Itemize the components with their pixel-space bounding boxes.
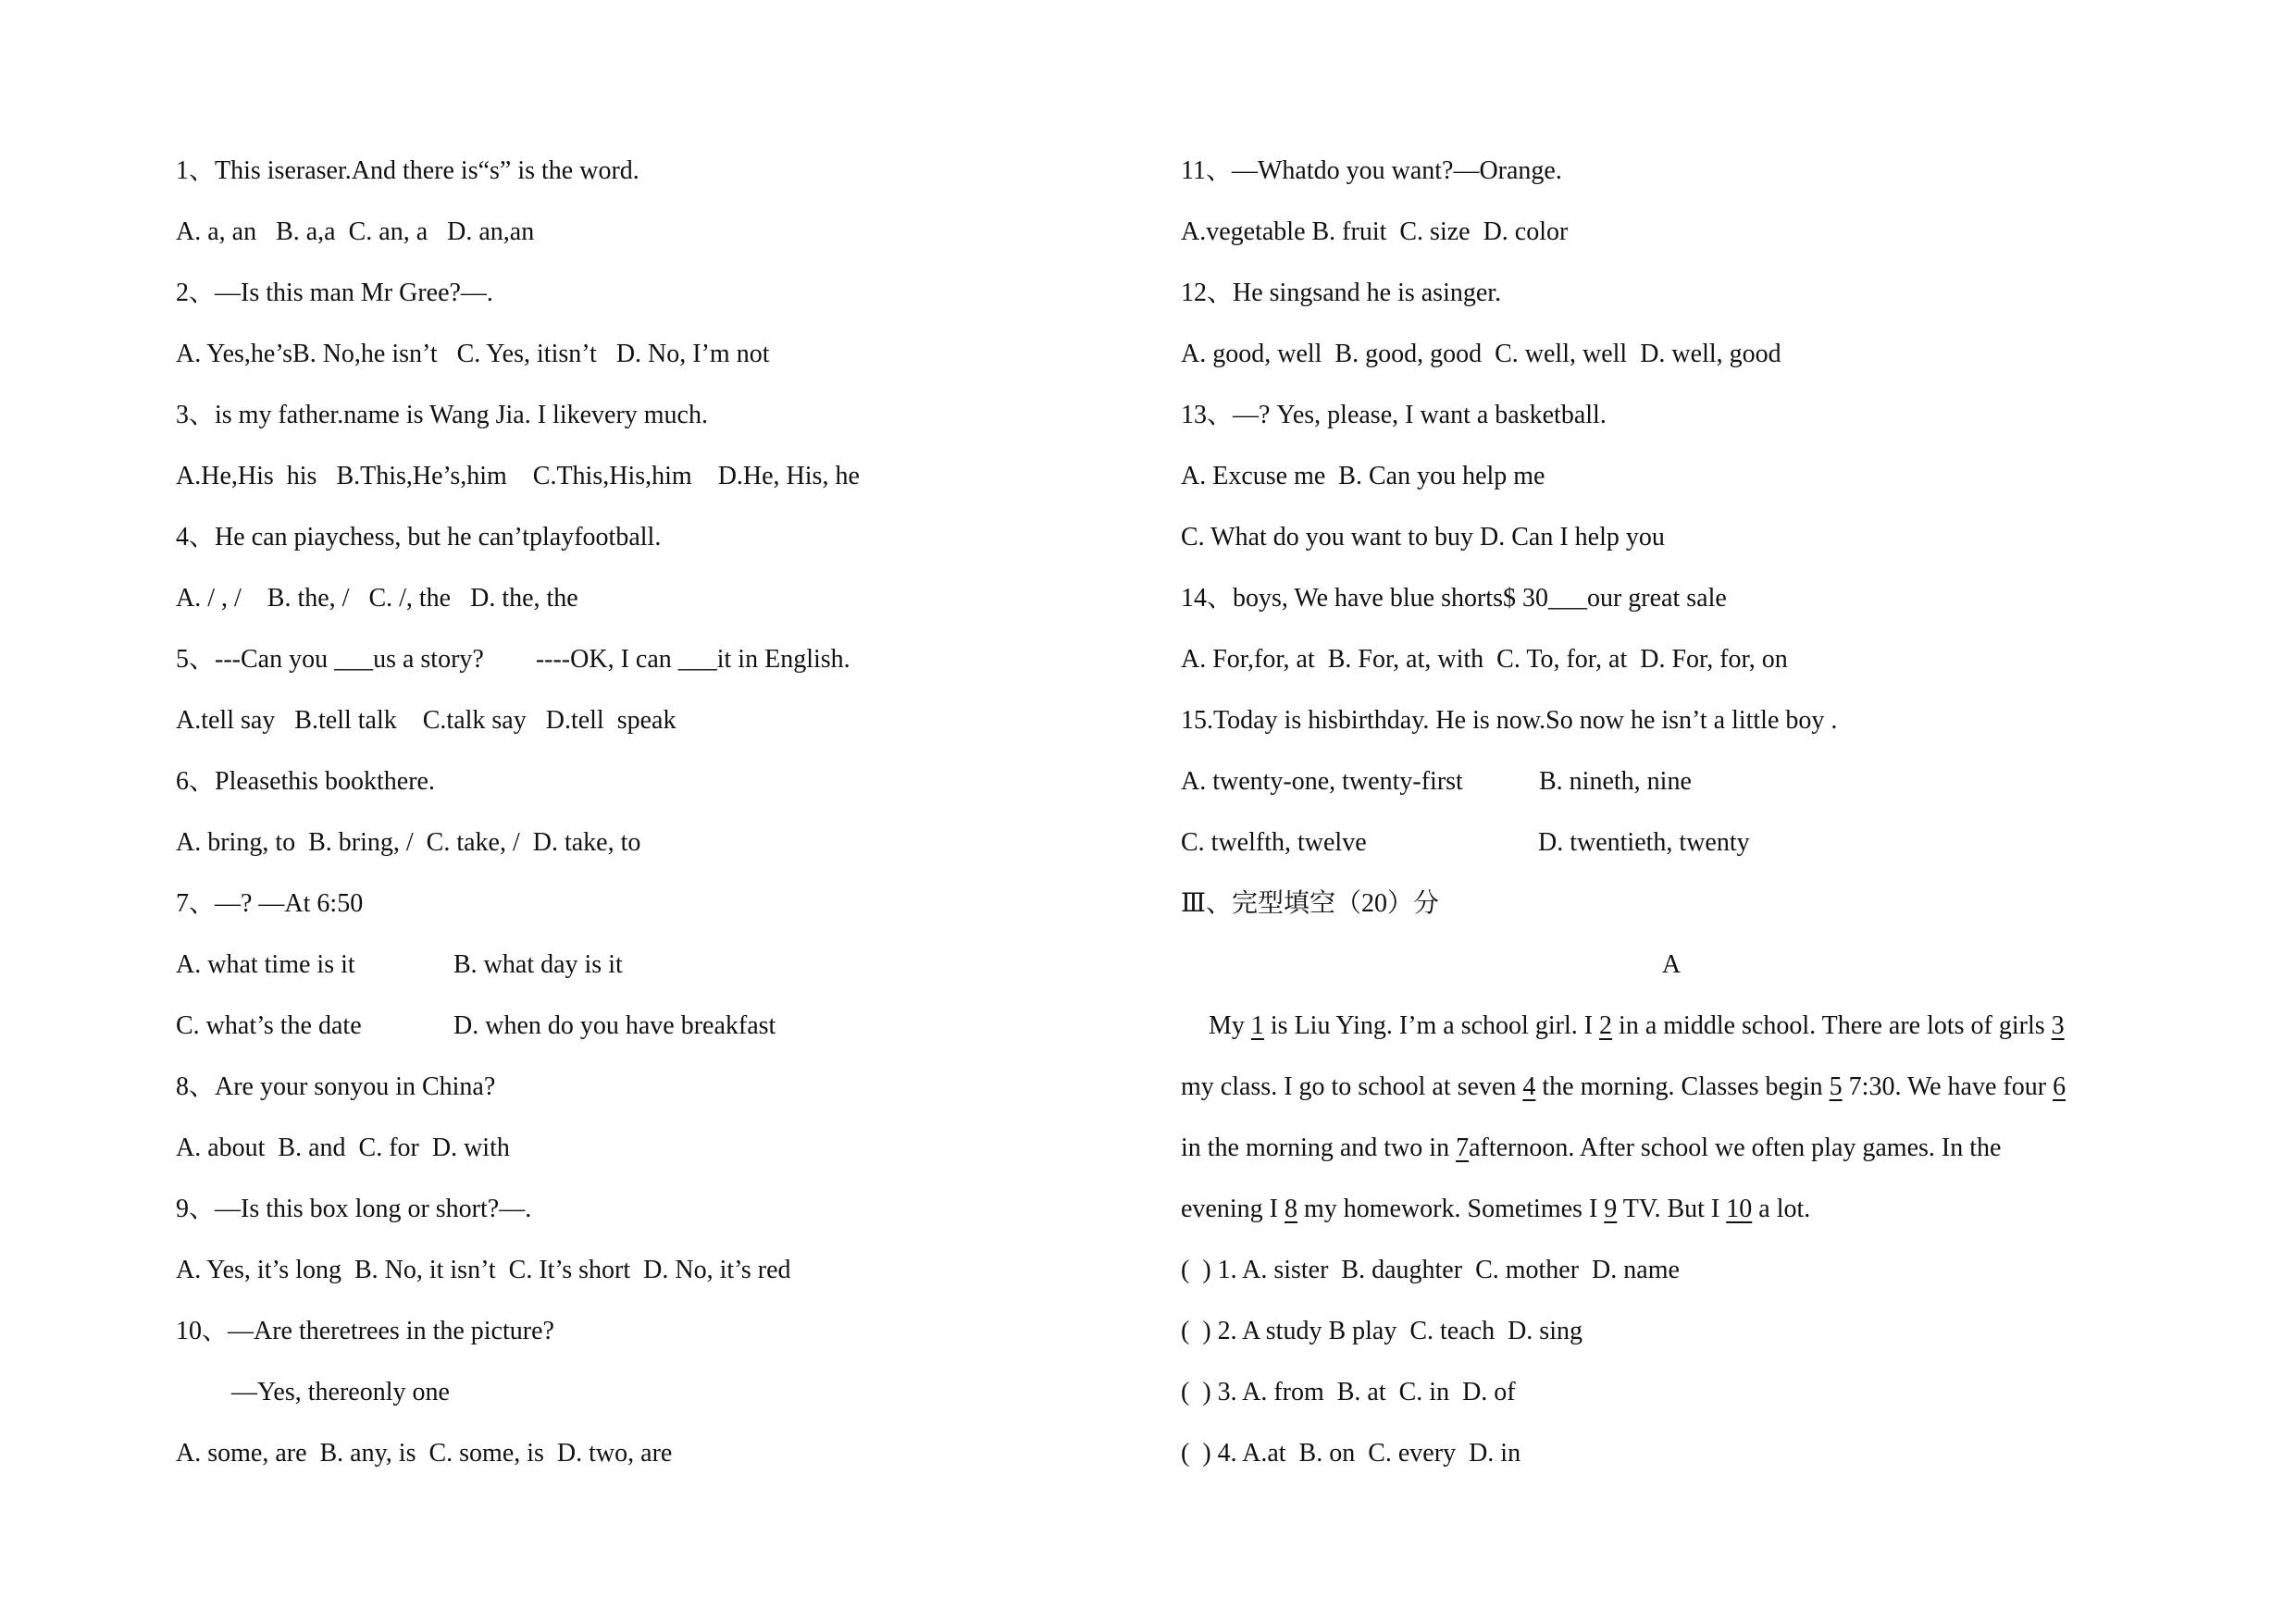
question-12: 12、He singsand he is asinger. [1181,279,1502,307]
option-c: C. twelfth, twelve [1181,828,1367,857]
question-1-options: A. a, an B. a,a C. an, a D. an,an [176,217,535,246]
option-a: A. twenty-one, twenty-first [1181,767,1463,796]
blank-6: 6 [2053,1072,2066,1101]
question-12-options: A. good, well B. good, good C. well, well D. well, good [1181,340,1781,368]
blank-3: 3 [2051,1011,2065,1040]
question-15-options-row1 [1181,759,2162,820]
blank-4: 4 [1522,1072,1536,1101]
answer-line-3: ( ) 3. A. from B. at C. in D. of [1181,1378,1516,1406]
question-10-options: A. some, are B. any, is C. some, is D. two, are [176,1439,673,1468]
question-6-options: A. bring, to B. bring, / C. take, / D. take, to [176,828,641,857]
question-4-options: A. / , / B. the, / C. /, the D. the, the [176,584,578,613]
question-15: 15.Today is hisbirthday. He is now.So now he isn’t a little boy . [1181,706,1838,735]
question-14: 14、boys, We have blue shorts$ 30___our great sale [1181,584,1727,613]
question-8-options: A. about B. and C. for D. with [176,1134,510,1162]
question-10-reply: —Yes, thereonly one [231,1378,450,1406]
question-11: 11、—Whatdo you want?—Orange. [1181,156,1562,185]
passage-text: the morning. Classes begin [1535,1072,1830,1101]
question-7-options-row1 [176,942,1157,1003]
question-4: 4、He can piaychess, but he can’tplayfootball. [176,523,662,551]
question-14-options: A. For,for, at B. For, at, with C. To, for, at D. For, for, on [1181,645,1788,674]
question-2-options: A. Yes,he’sB. No,he isn’t C. Yes, itisn’t D. No, I’m not [176,340,770,368]
option-a: A. what time is it [176,950,355,979]
passage-text: my homework. Sometimes I [1297,1195,1605,1223]
passage-text: 7:30. We have four [1842,1072,2054,1101]
question-1: 1、This iseraser.And there is“s” is the word. [176,156,639,185]
option-b: B. nineth, nine [1539,767,1692,796]
passage-line-3 [1181,1125,2162,1186]
blank-8: 8 [1284,1195,1297,1223]
passage-text: evening I [1181,1195,1285,1223]
blank-5: 5 [1829,1072,1843,1101]
option-d: D. when do you have breakfast [453,1011,776,1040]
passage-text: afternoon. After school we often play games. In the [1469,1134,2002,1162]
blank-1: 1 [1250,1011,1264,1040]
question-7-options-row2 [176,1003,1157,1064]
option-b: B. what day is it [453,950,623,979]
question-9-options: A. Yes, it’s long B. No, it isn’t C. It’s short D. No, it’s red [176,1256,791,1284]
question-8: 8、Are your sonyou in China? [176,1072,496,1101]
question-6: 6、Pleasethis bookthere. [176,767,435,796]
passage-text: My [1209,1011,1251,1040]
question-2: 2、—Is this man Mr Gree?—. [176,279,493,307]
passage-text: my class. I go to school at seven [1181,1072,1523,1101]
passage-text: in a middle school. There are lots of girls [1612,1011,2052,1040]
blank-7: 7 [1456,1134,1470,1162]
question-13: 13、—? Yes, please, I want a basketball. [1181,401,1607,429]
question-3: 3、is my father.name is Wang Jia. I likevery much. [176,401,708,429]
question-13-options-row1: A. Excuse me B. Can you help me [1181,462,1545,490]
passage-text: a lot. [1752,1195,1811,1223]
left-column [176,148,1157,1492]
question-10: 10、—Are theretrees in the picture? [176,1317,554,1345]
right-column [1181,148,2162,1492]
option-d: D. twentieth, twenty [1538,828,1750,857]
blank-10: 10 [1726,1195,1753,1223]
question-5: 5、---Can you ___us a story? ----OK, I can ___it in English. [176,645,850,674]
blank-2: 2 [1599,1011,1613,1040]
passage-text: in the morning and two in [1181,1134,1457,1162]
question-15-options-row2 [1181,820,2162,881]
passage-text: is Liu Ying. I’m a school girl. I [1263,1011,1600,1040]
question-5-options: A.tell say B.tell talk C.talk say D.tell speak [176,706,676,735]
passage-label: A [1661,950,1682,979]
passage-text: TV. But I [1617,1195,1727,1223]
answer-line-1: ( ) 1. A. sister B. daughter C. mother D. name [1181,1256,1680,1284]
passage-line-4 [1181,1186,2162,1247]
blank-9: 9 [1604,1195,1618,1223]
answer-line-2: ( ) 2. A study B play C. teach D. sing [1181,1317,1582,1345]
question-3-options: A.He,His his B.This,He’s,him C.This,His,him D.He, His, he [176,462,860,490]
passage-line-2 [1181,1064,2162,1125]
question-9: 9、—Is this box long or short?—. [176,1195,532,1223]
question-7: 7、—? —At 6:50 [176,889,364,918]
option-c: C. what’s the date [176,1011,362,1040]
section-heading: Ⅲ、完型填空（20）分 [1181,889,1440,918]
answer-line-4: ( ) 4. A.at B. on C. every D. in [1181,1439,1521,1468]
passage-line-1 [1181,1003,2162,1064]
question-11-options: A.vegetable B. fruit C. size D. color [1181,217,1569,246]
question-13-options-row2: C. What do you want to buy D. Can I help you [1181,523,1665,551]
